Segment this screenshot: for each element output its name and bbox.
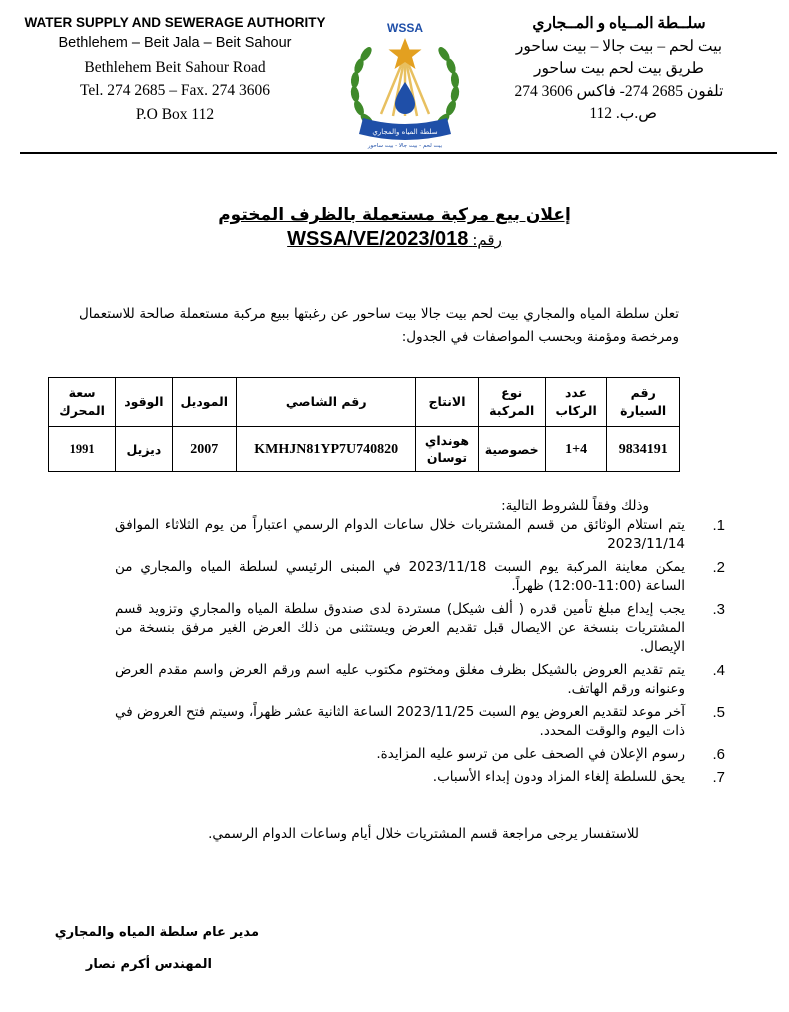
logo-ribbon-text: سلطة المياه والمجاري [372,128,438,136]
list-item [115,745,725,764]
phone-ar: تلفون 2685 274- فاكس 3606 274 [514,82,724,100]
announcement-title: إعلان بيع مركبة مستعملة بالظرف المختوم [218,205,571,225]
list-item [115,600,725,657]
reference-label: رقم: [472,231,502,249]
table-cell: خصوصية [478,427,545,472]
list-item [115,768,725,787]
list-text: يحق للسلطة إلغاء المزاد ودون إبداء الأسباب. [432,769,685,785]
list-text: يتم استلام الوثائق من قسم المشتريات خلال ساعات الدوام الرسمي اعتباراً من يوم الثلاثاء الموافق 2023/11/14 [115,517,685,552]
cities-en: Bethlehem – Beit Jala – Beit Sahour [58,35,292,51]
intro-paragraph: تعلن سلطة المياه والمجاري بيت لحم بيت جالا بيت ساحور عن رغبتها ببيع مركبة مستعملة صالحة للاستعمال ومرخصة ومؤمنة وبحسب المواصفات في الجدول: [79,306,679,345]
table-header-row [49,378,680,427]
org-name-en: WATER SUPPLY AND SEWERAGE AUTHORITY [24,15,326,30]
list-number: .3 [712,601,725,618]
table-cell: هونداي توسان [416,427,478,472]
reference-line [0,228,789,251]
table-header: الانتاج [416,378,478,427]
conditions-heading: وذلك وفقاً للشروط التالية: [501,498,649,514]
table-cell: ديزيل [116,427,172,472]
pobox-ar: ص.ب. 112 [589,105,657,122]
table-header: رقم السيارة [607,378,680,427]
phone-en: Tel. 274 2685 – Fax. 274 3606 [79,82,271,99]
table-header: سعة المحرك [49,378,116,427]
header-divider [20,152,777,154]
reference-number: WSSA/VE/2023/018 [287,228,469,250]
table-header: الموديل [172,378,236,427]
list-text: رسوم الإعلان في الصحف على من ترسو عليه المزايدة. [376,746,685,762]
logo-acronym: WSSA [387,21,423,35]
table-header: نوع المركبة [478,378,545,427]
org-name-ar: سلــطة المــياه و المــجاري [532,15,706,32]
list-number: .7 [712,769,725,786]
inquiry-note: للاستفسار يرجى مراجعة قسم المشتريات خلال أيام وساعات الدوام الرسمي. [208,826,639,842]
signature-name: المهندس أكرم نصار [85,957,212,972]
header-ar [489,13,749,126]
table-cell: 9834191 [607,427,680,472]
logo-cities: بيت لحم - بيت جالا - بيت ساحور [367,143,443,149]
reference-underlined [287,228,502,250]
list-text: يجب إيداع مبلغ تأمين قدره ( ألف شيكل) مستردة لدى صندوق سلطة المياه والمجاري وتزويد قسم المشتريات بنسخة عن الايصال قبل تقديم العرض ويستثنى من ذلك العرض الغير مرفق بنسخة من الإيصال. [115,601,685,655]
list-number: .5 [712,704,725,721]
list-number: .2 [712,559,725,576]
list-number: .1 [712,517,725,534]
pobox-en: P.O Box 112 [135,106,215,123]
signature-title: مدير عام سلطة المياه والمجاري [54,925,259,940]
list-item [115,558,725,596]
list-item [115,516,725,554]
table-cell: 1991 [49,427,116,472]
list-item [115,661,725,699]
list-text: يتم تقديم العروض بالشيكل بظرف مغلق ومختوم مكتوب عليه اسم ورقم العرض واسم مقدم العرض وعنوانه ورقم الهاتف. [115,662,685,697]
cities-ar: بيت لحم – بيت جالا – بيت ساحور [515,37,723,55]
table-row [49,427,680,472]
list-number: .6 [712,746,725,763]
table-header: عدد الركاب [545,378,607,427]
road-en: Bethlehem Beit Sahour Road [84,59,266,76]
table-cell: 1+4 [545,427,607,472]
list-number: .4 [712,662,725,679]
wssa-logo [345,16,465,151]
conditions-list [115,516,725,791]
table-cell: 2007 [172,427,236,472]
table-header: رقم الشاصي [236,378,415,427]
list-text: آخر موعد لتقديم العروض يوم السبت 2023/11/25 الساعة الثانية عشر ظهراً، وسيتم فتح العروض في ذات اليوم والوقت المحدد. [115,704,685,739]
road-ar: طريق بيت لحم بيت ساحور [534,60,704,77]
vehicle-spec-table [48,377,680,472]
table-header: الوقود [116,378,172,427]
list-item [115,703,725,741]
list-text: يمكن معاينة المركبة يوم السبت 2023/11/18 في المبنى الرئيسي لسلطة المياه والمجاري من الساعة (11:00-12:00) ظهراً. [115,559,685,594]
table-cell: KMHJN81YP7U740820 [236,427,415,472]
